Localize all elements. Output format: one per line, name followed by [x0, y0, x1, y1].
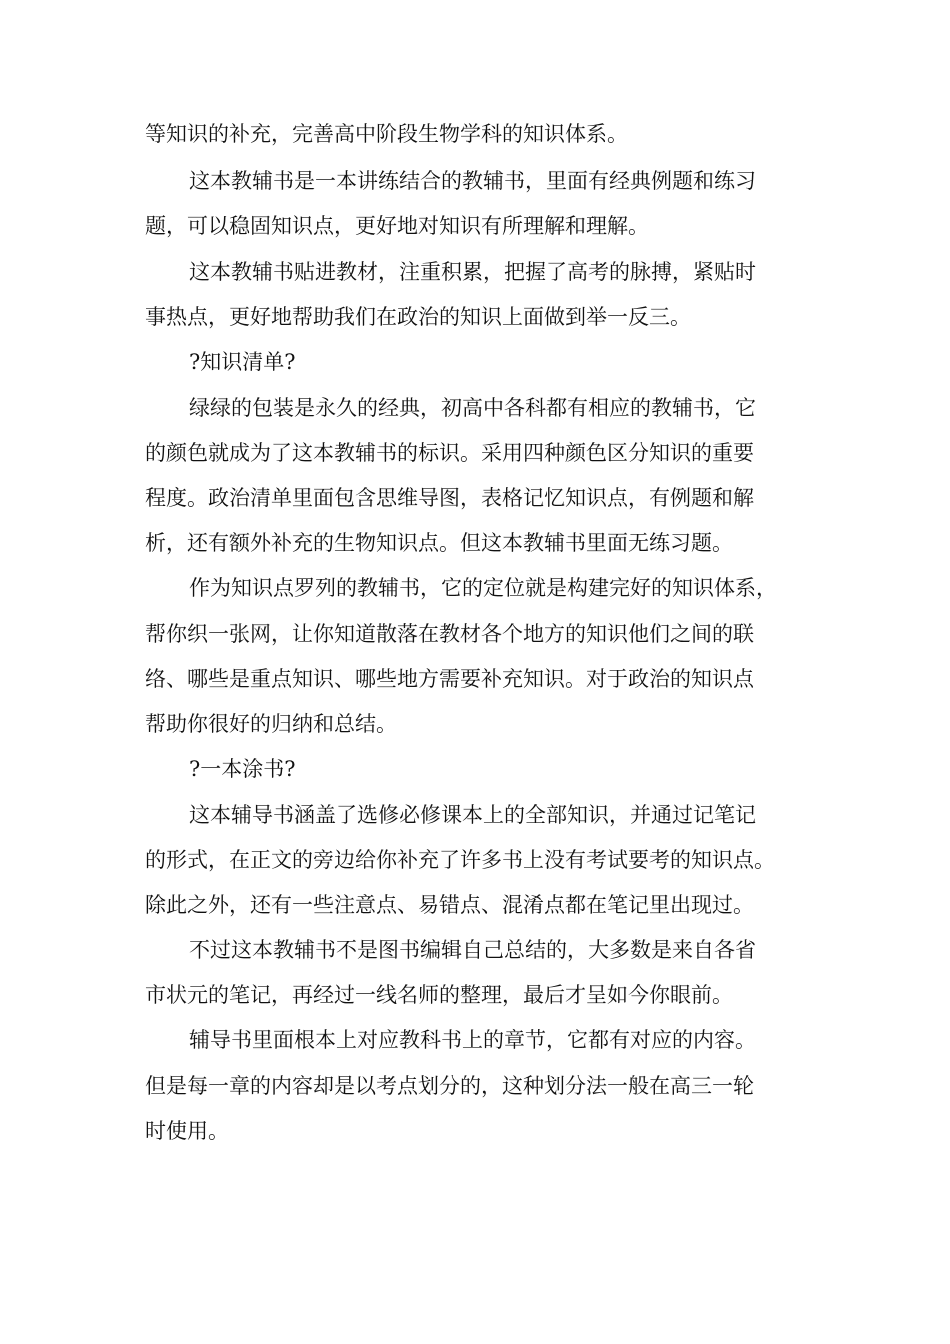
text-line: 绿绿的包装是永久的经典，初高中各科都有相应的教辅书，它 [189, 396, 756, 420]
text-line: 辅导书里面根本上对应教科书上的章节，它都有对应的内容。 [189, 1028, 756, 1052]
text-line: 不过这本教辅书不是图书编辑自己总结的，大多数是来自各省 [189, 938, 756, 962]
text-line: 的形式，在正文的旁边给你补充了许多书上没有考试要考的知识点。 [145, 848, 775, 872]
text-line: 这本辅导书涵盖了选修必修课本上的全部知识，并通过记笔记 [189, 803, 756, 827]
text-line: 络、哪些是重点知识、哪些地方需要补充知识。对于政治的知识点 [145, 667, 754, 691]
text-line: 作为知识点罗列的教辅书，它的定位就是构建完好的知识体系， [189, 576, 777, 600]
text-line: 这本教辅书贴进教材，注重积累，把握了高考的脉搏，紧贴时 [189, 260, 756, 284]
text-line: 这本教辅书是一本讲练结合的教辅书，里面有经典例题和练习 [189, 169, 756, 193]
text-line: 析，还有额外补充的生物知识点。但这本教辅书里面无练习题。 [145, 531, 733, 555]
text-line: 程度。政治清单里面包含思维导图，表格记忆知识点，有例题和解 [145, 486, 754, 510]
text-line: 的颜色就成为了这本教辅书的标识。采用四种颜色区分知识的重要 [145, 441, 754, 465]
section-heading: ?知识清单? [189, 350, 296, 374]
text-line: 但是每一章的内容却是以考点划分的，这种划分法一般在高三一轮 [145, 1074, 754, 1098]
text-line: 除此之外，还有一些注意点、易错点、混淆点都在笔记里出现过。 [145, 893, 754, 917]
text-line: 事热点，更好地帮助我们在政治的知识上面做到举一反三。 [145, 305, 691, 329]
text-line: 等知识的补充，完善高中阶段生物学科的知识体系。 [145, 122, 628, 146]
text-line: 市状元的笔记，再经过一线名师的整理，最后才呈如今你眼前。 [145, 983, 733, 1007]
text-line: 题，可以稳固知识点，更好地对知识有所理解和理解。 [145, 214, 649, 238]
section-heading: ?一本涂书? [189, 757, 296, 781]
text-line: 时使用。 [145, 1119, 229, 1143]
text-line: 帮你织一张网，让你知道散落在教材各个地方的知识他们之间的联 [145, 622, 754, 646]
text-line: 帮助你很好的归纳和总结。 [145, 712, 397, 736]
